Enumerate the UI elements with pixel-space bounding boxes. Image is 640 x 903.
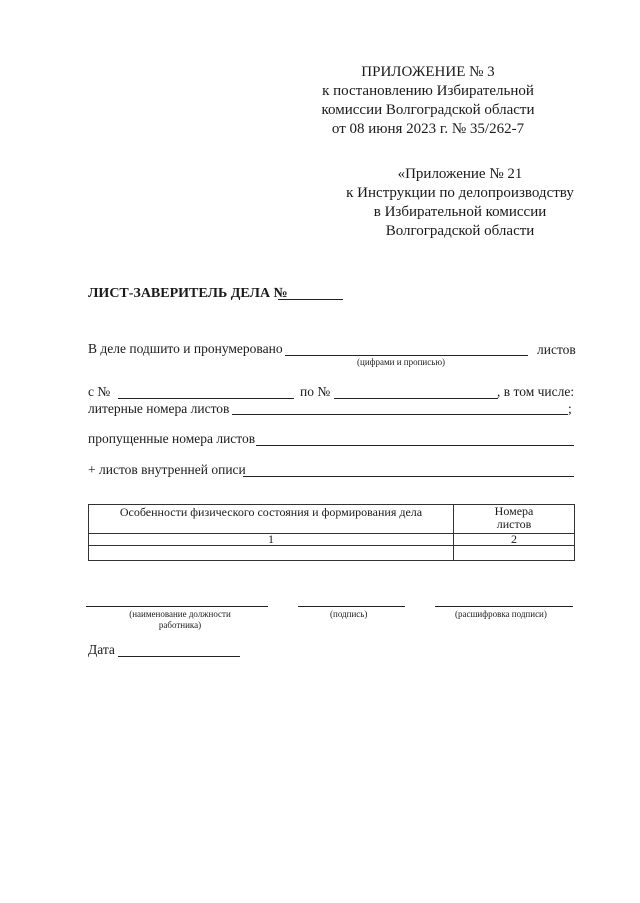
sheets-label: листов (537, 342, 576, 357)
inner-inventory-field[interactable] (243, 476, 574, 477)
appendix-commission: комиссии Волгоградской области (321, 102, 535, 118)
sheet-numbers-cell[interactable] (454, 546, 575, 561)
column-number-1: 1 (89, 534, 454, 546)
table-row (89, 546, 575, 561)
position-caption (120, 609, 240, 631)
appendix-date-number: от 08 июня 2023 г. № 35/262-7 (331, 121, 525, 137)
signature-field[interactable] (298, 606, 405, 607)
digits-hint: (цифрами и прописью) (357, 357, 446, 367)
letter-sheets-label: литерные номера листов (88, 401, 230, 416)
position-caption-text: (наименование должности работника) (129, 609, 231, 630)
sheet-numbers-column-header (454, 505, 575, 534)
appendix-reference: к постановлению Избирательной (322, 83, 534, 99)
date-label: Дата (88, 642, 115, 657)
filed-label: В деле подшито и пронумеровано (88, 341, 283, 356)
position-field[interactable] (86, 606, 268, 607)
missing-sheets-label: пропущенные номера листов (88, 431, 256, 446)
appendix-header (318, 63, 538, 139)
semicolon: ; (568, 401, 572, 416)
instruction-commission: в Избирательной комиссии (373, 204, 547, 220)
features-column-header: Особенности физического состояния и формирования дела (89, 505, 454, 534)
instruction-appendix-number: «Приложение № 21 (397, 166, 523, 182)
appendix-title: ПРИЛОЖЕНИЕ № 3 (361, 64, 495, 80)
features-cell[interactable] (89, 546, 454, 561)
to-number-field[interactable] (334, 398, 498, 399)
date-field[interactable] (118, 656, 240, 657)
sheets-count-field[interactable] (285, 355, 528, 356)
table-header-row (89, 505, 575, 534)
instruction-header (330, 165, 590, 241)
table-number-row (89, 534, 575, 546)
signature-caption: (подпись) (330, 609, 368, 619)
from-label: с № (88, 384, 111, 399)
instruction-title: к Инструкции по делопроизводству (346, 185, 574, 201)
form-title: ЛИСТ-ЗАВЕРИТЕЛЬ ДЕЛА № (88, 286, 288, 301)
letter-sheets-field[interactable] (232, 414, 568, 415)
case-number-field[interactable] (278, 299, 343, 300)
sheet-numbers-header-text: Номера листов (494, 504, 534, 531)
signature-decoding-field[interactable] (435, 606, 573, 607)
including-label: , в том числе: (497, 384, 575, 399)
instruction-region: Волгоградской области (385, 223, 535, 239)
inner-inventory-label: + листов внутренней описи (88, 462, 246, 477)
missing-sheets-field[interactable] (256, 445, 574, 446)
to-label: по № (300, 384, 331, 399)
from-number-field[interactable] (118, 398, 294, 399)
signature-decoding-caption: (расшифровка подписи) (455, 609, 547, 619)
case-features-table (88, 504, 575, 561)
column-number-2: 2 (454, 534, 575, 546)
